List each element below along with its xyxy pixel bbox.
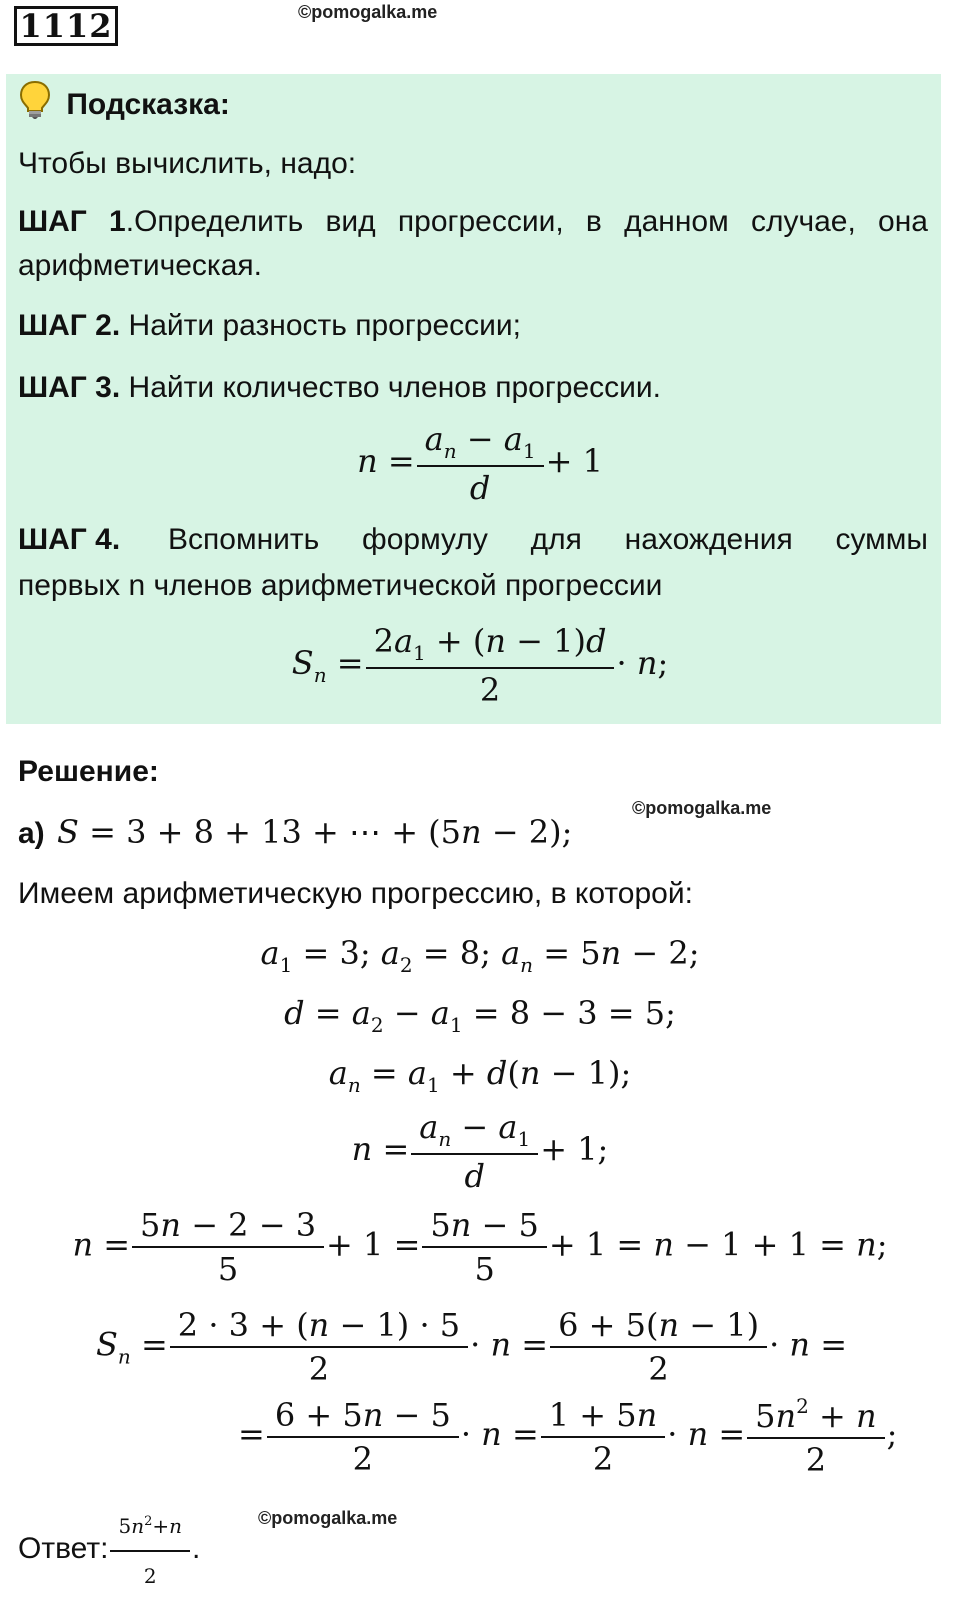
step-2: [18, 304, 521, 348]
step-1-text: .Определить вид прогрессии, в данном случае, она: [125, 205, 928, 238]
part-a-label: а): [18, 817, 45, 850]
eq-sum-2: = $\frac{6 + 5n - 5}{2}$ · n = $\frac{1 + 5n}{2}$ · n = $\frac{5n^2 + n}{2}$ ;: [238, 1394, 898, 1479]
answer-fraction: $\frac{5n^2+n}{2}$: [114, 1500, 186, 1598]
problem-number: 1112: [14, 6, 118, 46]
watermark-top: ©pomogalka.me: [298, 2, 438, 22]
hint-title: Подсказка:: [66, 88, 230, 122]
hint-title-row: [18, 80, 230, 133]
step-3: [18, 366, 661, 410]
eq-terms: $a_1 = 3$; $a_2 = 8$; $a_n = 5n - 2$;: [260, 934, 700, 977]
step-4-text-2: первых n членов арифметической прогрессии: [18, 569, 663, 602]
eq-nth-term: $a_n = a_1 + d(n - 1)$;: [328, 1054, 632, 1097]
step-1-text-2: арифметическая.: [18, 249, 262, 282]
part-a-sum: S = 3 + 8 + 13 + ⋯ + (5n − 2);: [57, 813, 573, 851]
watermark-middle: ©pomogalka.me: [632, 798, 772, 818]
lightbulb-icon: [18, 80, 52, 133]
answer-row: Ответ: $\frac{5n^2+n}{2}$ .: [18, 1500, 200, 1598]
hint-intro: Чтобы вычислить, надо:: [18, 147, 357, 180]
answer-label: Ответ:: [18, 1532, 109, 1565]
watermark-bottom: ©pomogalka.me: [258, 1508, 398, 1528]
formula-sum-hint: $S_n$ = $\frac{2a_1 + (n - 1)d}{2}$ · n;: [291, 622, 669, 709]
eq-difference: $d = a_2 - a_1 = 8 - 3 = 5$;: [284, 994, 676, 1037]
step-2-text: Найти разность прогрессии;: [120, 309, 521, 342]
eq-n-formula: n = $\frac{a_n - a_1}{d}$ + 1;: [351, 1108, 609, 1195]
step-2-label: ШАГ 2.: [18, 309, 121, 342]
step-3-label: ШАГ 3.: [18, 371, 121, 404]
part-a-row: [18, 810, 572, 856]
step-1: [18, 200, 928, 244]
step-4-text: Вспомнить формулу для нахождения суммы: [168, 523, 928, 556]
step-4: [18, 518, 928, 562]
step-1-label: ШАГ 1: [18, 205, 126, 238]
eq-n-compute: n = $\frac{5n - 2 - 3}{5}$ + 1 = $\frac{5n - 5}{5}$ + 1 = n − 1 + 1 = n;: [72, 1206, 888, 1288]
solution-intro: Имеем арифметическую прогрессию, в которой:: [18, 877, 693, 910]
formula-n-hint: n = $\frac{a_n - a_1}{d}$ + 1: [357, 420, 603, 507]
step-4-label: ШАГ 4.: [18, 523, 121, 556]
step-3-text: Найти количество членов прогрессии.: [120, 371, 662, 404]
eq-sum-1: $S_n$ = $\frac{2 \cdot 3 + (n - 1) \cdot 5}{2}$ · n = $\frac{6 + 5(n - 1)}{2}$ · n =: [96, 1306, 847, 1388]
solution-title: Решение:: [18, 755, 159, 788]
